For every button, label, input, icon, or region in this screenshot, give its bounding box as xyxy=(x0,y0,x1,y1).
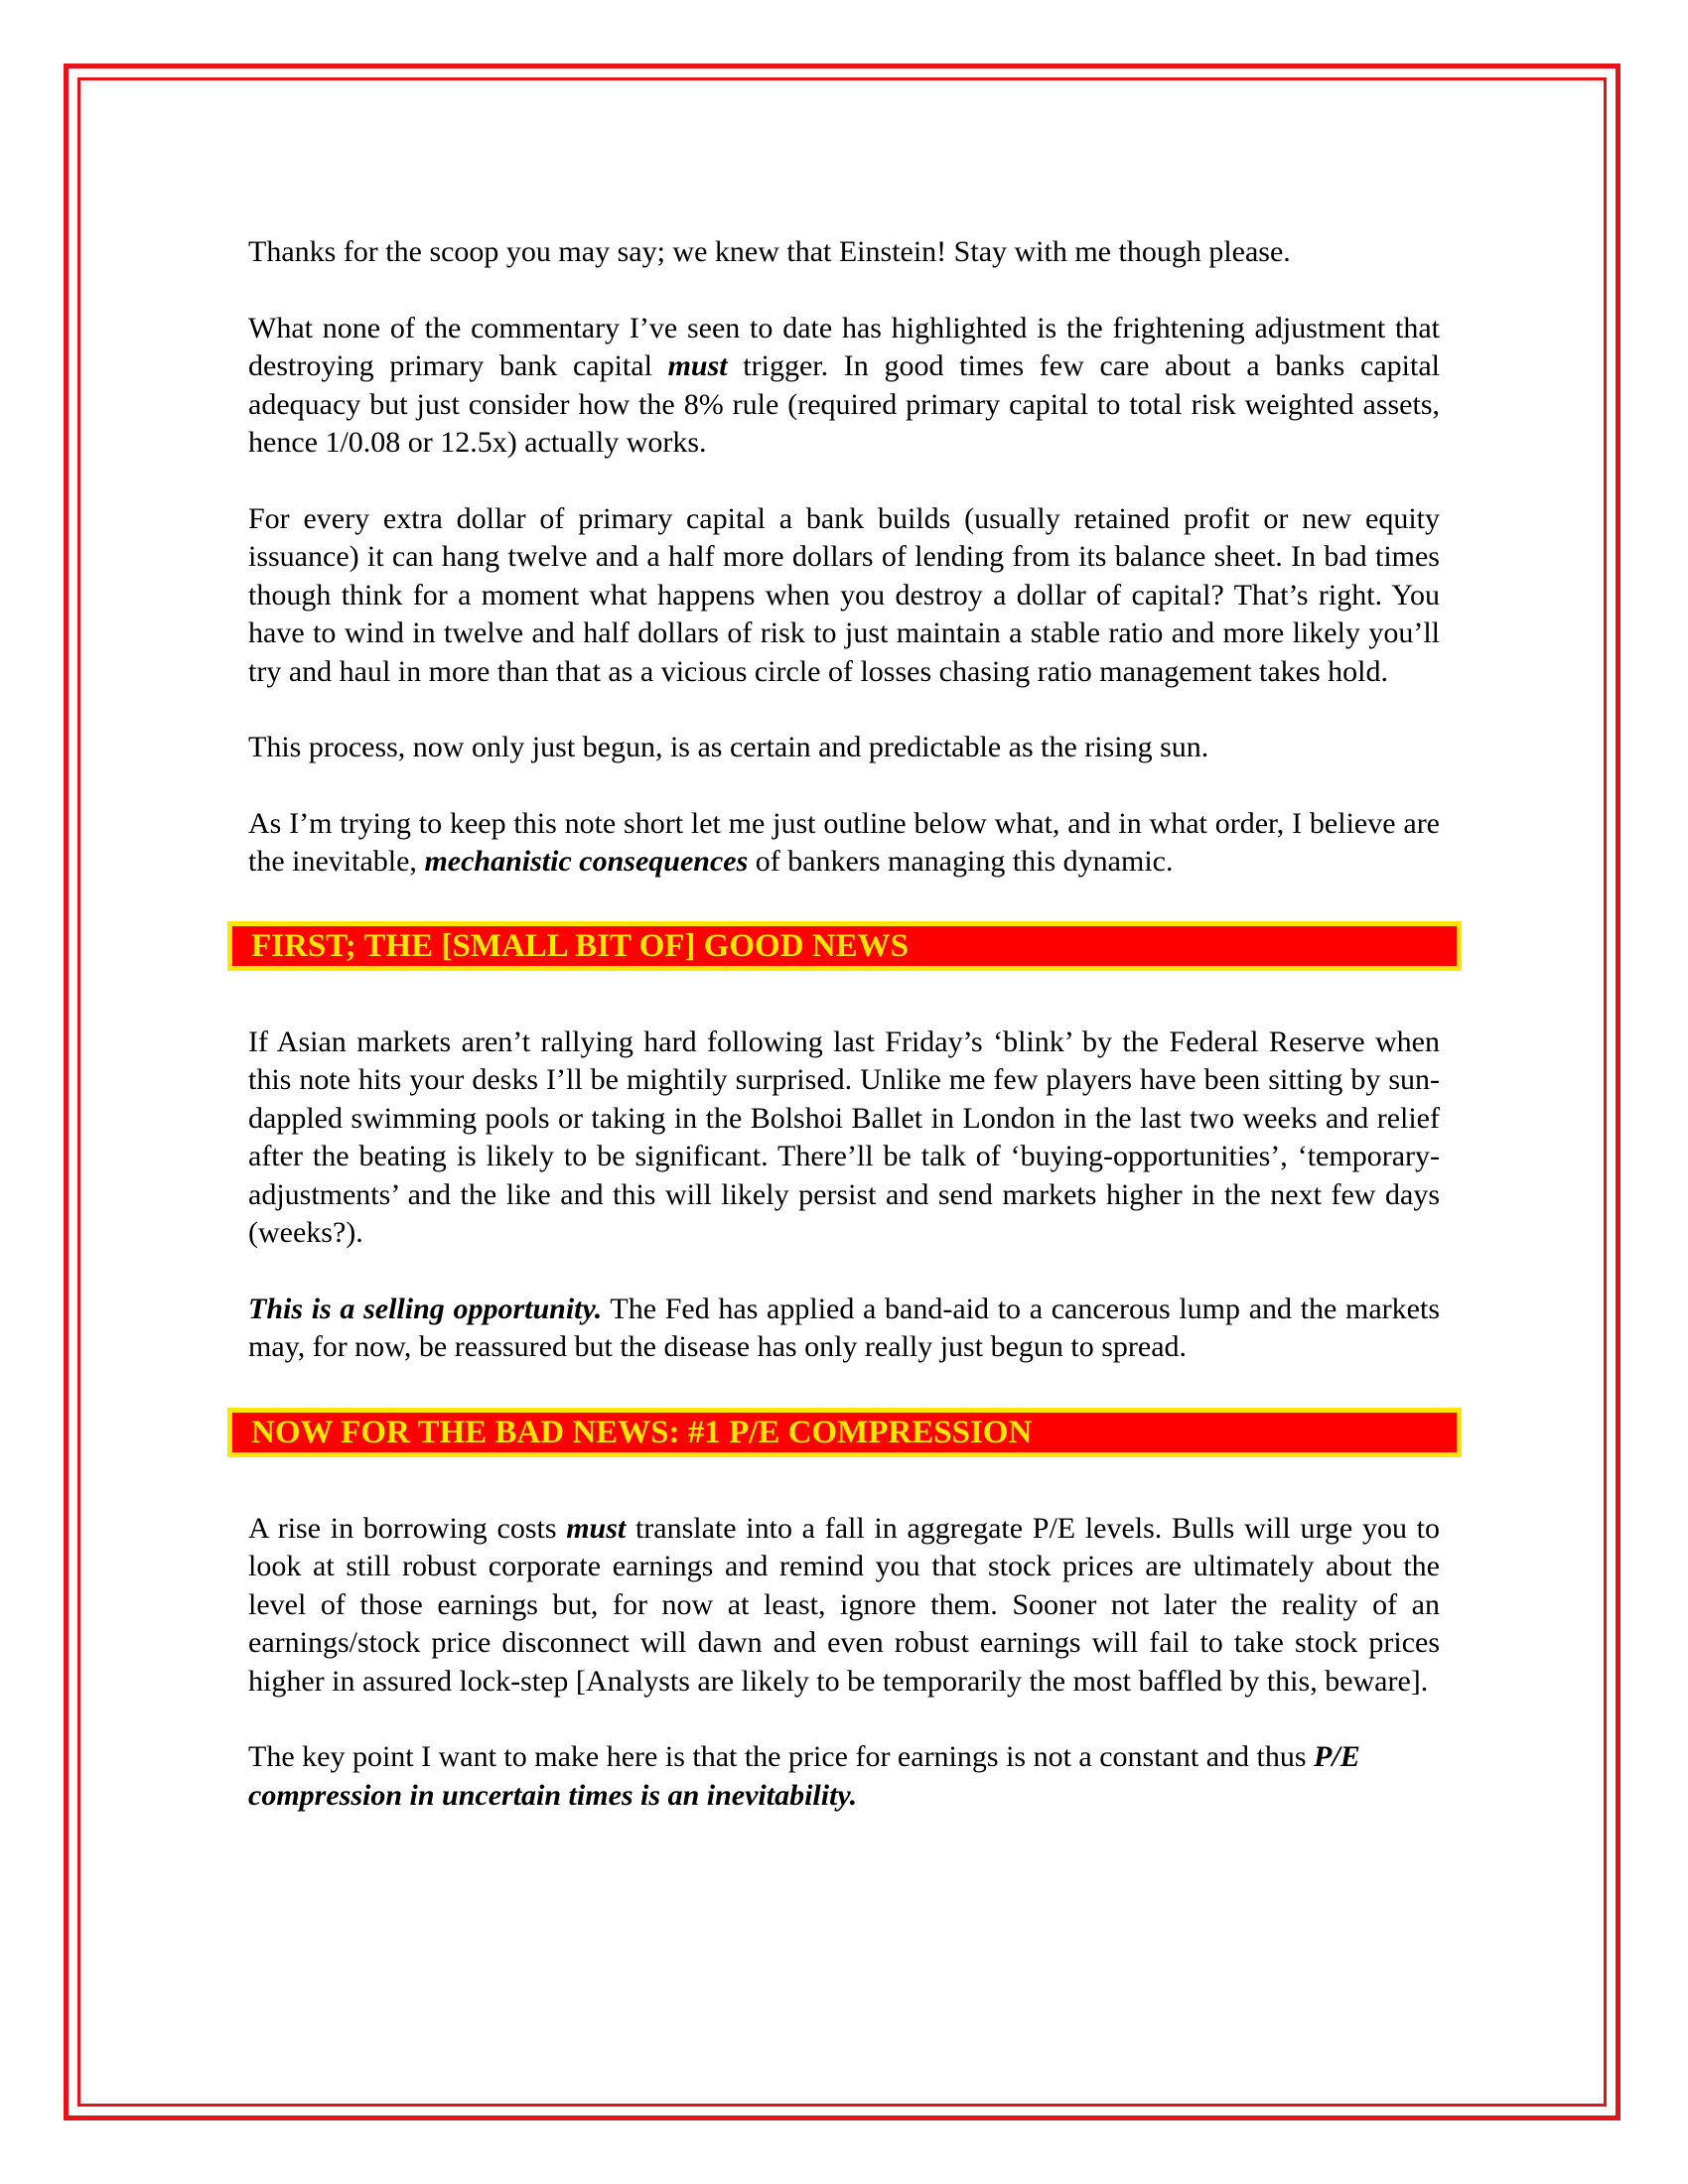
paragraph-1 xyxy=(248,233,1440,272)
paragraph-9-emphasis: P/E compression in uncertain times is an inevitability. xyxy=(248,1740,1360,1812)
paragraph-2-emphasis: must xyxy=(667,349,728,382)
paragraph-7-emphasis: This is a selling opportunity. xyxy=(248,1292,603,1325)
paragraph-8-text-b: translate into a fall in aggregate P/E levels. Bulls will urge you to look at still robust corporate earnings and remind you that stock prices are ultimately about the level of those earnings but, for now at least, ignore them. Sooner not later the reality of an earnings/stock price disconnect will dawn and even robust earnings will fail to take stock prices higher in assured lock-step [Analysts are likely to be temporarily the most baffled by this, beware]. xyxy=(248,1511,1440,1698)
section-heading-good-news: FIRST; THE [SMALL BIT OF] GOOD NEWS xyxy=(227,921,1462,971)
paragraph-7-text-b: The Fed has applied a band-aid to a cancerous lump and the markets may, for now, be reassured but the disease has only really just begun to spread. xyxy=(248,1292,1440,1363)
paragraph-9 xyxy=(248,1738,1440,1815)
section-heading-bad-news: NOW FOR THE BAD NEWS: #1 P/E COMPRESSION xyxy=(227,1408,1462,1457)
paragraph-4-text: This process, now only just begun, is as certain and predictable as the rising sun. xyxy=(248,731,1209,763)
paragraph-7 xyxy=(248,1291,1440,1367)
paragraph-8-text-a: A rise in borrowing costs xyxy=(248,1511,567,1545)
paragraph-6 xyxy=(248,1024,1440,1253)
paragraph-4 xyxy=(248,729,1440,767)
paragraph-9-text-a: The key point I want to make here is that the price for earnings is not a constant and thus xyxy=(248,1740,1315,1773)
paragraph-8-emphasis: must xyxy=(566,1511,627,1545)
paragraph-2-text-a: What none of the commentary I’ve seen to date has highlighted is the frightening adjustment that destroying primary bank capital xyxy=(248,311,1440,382)
paragraph-6-text: If Asian markets aren’t rallying hard following last Friday’s ‘blink’ by the Federal Reserve when this note hits your desks I’ll be mightily surprised. Unlike me few players have been sitting by sun-dappled swimming pools or taking in the Bolshoi Ballet in London in the last two weeks and relief after the beating is likely to be significant. There’ll be talk of ‘buying-opportunities’, ‘temporary-adjustments’ and the like and this will likely persist and send markets higher in the next few days (weeks?). xyxy=(248,1024,1440,1249)
document-body xyxy=(248,233,1440,1852)
paragraph-5-text-a: As I’m trying to keep this note short let me just outline below what, and in what order, I believe are the inevitable, xyxy=(248,806,1440,878)
paragraph-8 xyxy=(248,1510,1440,1702)
paragraph-2 xyxy=(248,310,1440,463)
paragraph-5 xyxy=(248,805,1440,882)
paragraph-3 xyxy=(248,500,1440,692)
paragraph-2-text-b: trigger. In good times few care about a banks capital adequacy but just consider how the 8% rule (required primary capital to total risk weighted assets, hence 1/0.08 or 12.5x) actually works. xyxy=(248,349,1440,459)
paragraph-5-emphasis: mechanistic consequences xyxy=(424,845,749,878)
paragraph-5-text-b: of bankers managing this dynamic. xyxy=(748,845,1174,878)
paragraph-1-text: Thanks for the scoop you may say; we knew that Einstein! Stay with me though please. xyxy=(248,235,1291,268)
paragraph-3-text: For every extra dollar of primary capital a bank builds (usually retained profit or new equity issuance) it can hang twelve and a half more dollars of lending from its balance sheet. In bad times though think for a moment what happens when you destroy a dollar of capital? That’s right. You have to wind in twelve and half dollars of risk to just maintain a stable ratio and more likely you’ll try and haul in more than that as a vicious circle of losses chasing ratio management takes hold. xyxy=(248,501,1440,688)
